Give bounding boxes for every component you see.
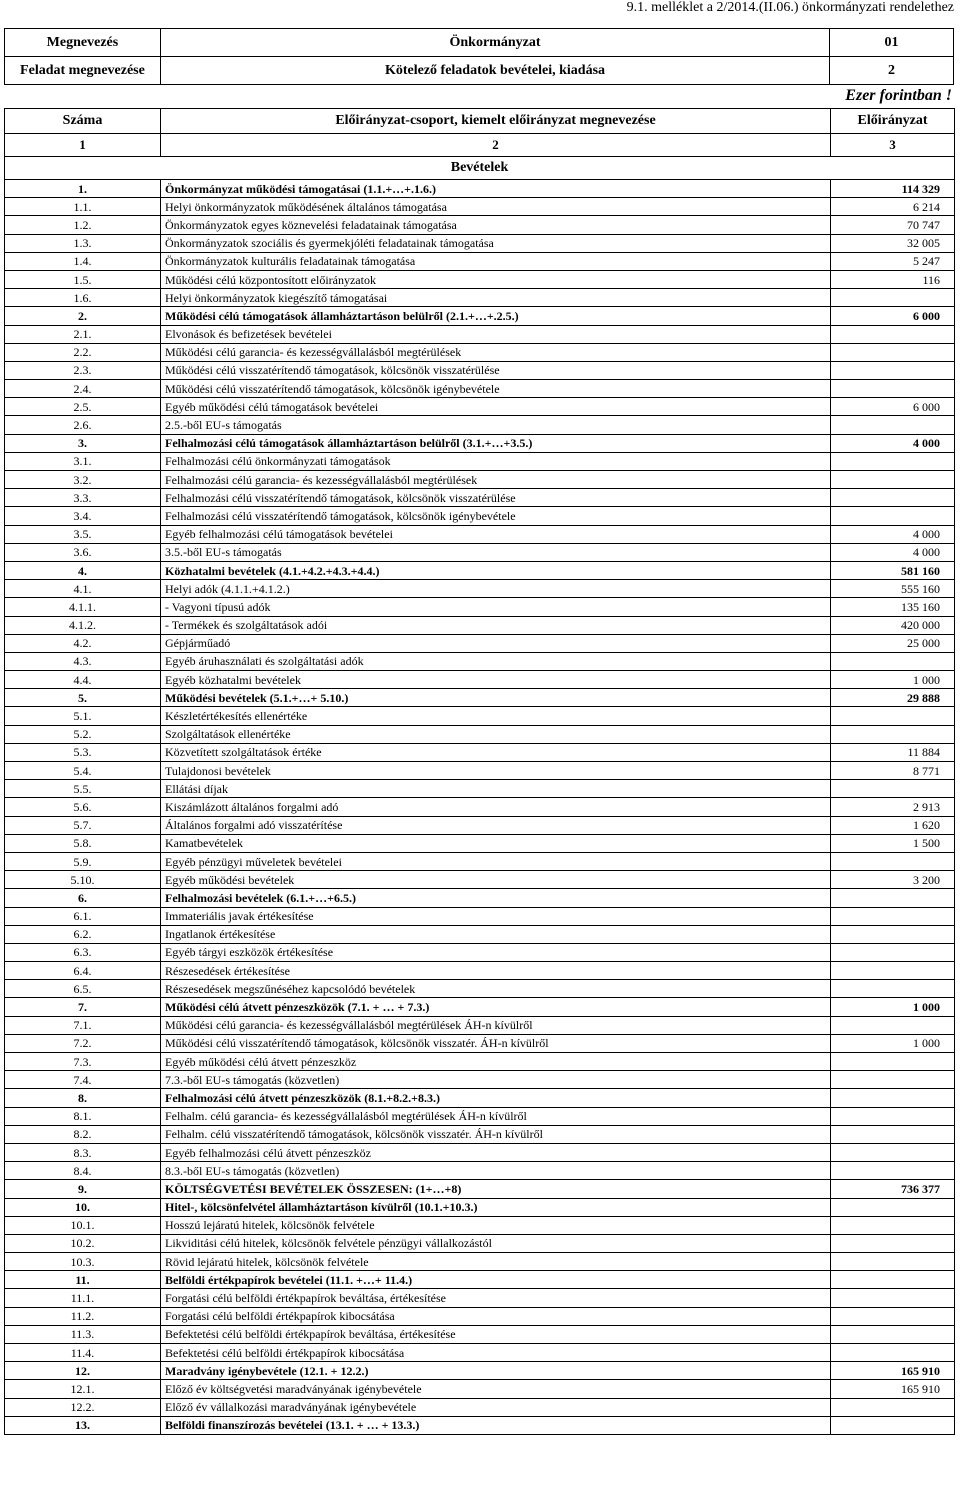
row-number: 9. <box>5 1180 161 1198</box>
row-name: Működési célú visszatérítendő támogatások, kölcsönök visszatérülése <box>161 361 831 379</box>
row-amount <box>831 1289 955 1307</box>
table-row <box>5 616 955 634</box>
row-amount <box>831 652 955 670</box>
row-amount: 6 000 <box>831 398 955 416</box>
row-amount <box>831 1325 955 1343</box>
row-number: 3.4. <box>5 507 161 525</box>
row-name: Felhalmozási célú átvett pénzeszközök (8.1.+8.2.+8.3.) <box>161 1089 831 1107</box>
row-name: Működési célú támogatások államháztartáson belülről (2.1.+…+.2.5.) <box>161 307 831 325</box>
header-row-task <box>5 57 954 85</box>
row-amount <box>831 343 955 361</box>
row-name: Kiszámlázott általános forgalmi adó <box>161 798 831 816</box>
row-amount: 1 000 <box>831 671 955 689</box>
row-name: Egyéb áruhasználati és szolgáltatási adók <box>161 652 831 670</box>
row-amount: 8 771 <box>831 762 955 780</box>
budget-table-body <box>5 109 955 1435</box>
table-row <box>5 598 955 616</box>
row-amount <box>831 725 955 743</box>
row-amount <box>831 452 955 470</box>
row-number: 1.6. <box>5 289 161 307</box>
row-amount <box>831 1071 955 1089</box>
row-name: Befektetési célú belföldi értékpapírok kibocsátása <box>161 1344 831 1362</box>
row-amount: 1 000 <box>831 998 955 1016</box>
row-amount <box>831 1271 955 1289</box>
table-row <box>5 434 955 452</box>
row-name: Működési célú garancia- és kezességvállalásból megtérülések ÁH-n kívülről <box>161 1016 831 1034</box>
row-amount <box>831 889 955 907</box>
row-number: 10.1. <box>5 1216 161 1234</box>
row-number: 10.3. <box>5 1253 161 1271</box>
row-amount: 32 005 <box>831 234 955 252</box>
row-amount: 3 200 <box>831 871 955 889</box>
row-number: 7.1. <box>5 1016 161 1034</box>
row-amount: 420 000 <box>831 616 955 634</box>
row-number: 11.3. <box>5 1325 161 1343</box>
row-amount: 6 000 <box>831 307 955 325</box>
column-index-1: 1 <box>5 134 161 157</box>
row-amount <box>831 1143 955 1161</box>
row-amount: 4 000 <box>831 525 955 543</box>
row-number: 5.7. <box>5 816 161 834</box>
row-amount <box>831 962 955 980</box>
row-amount <box>831 380 955 398</box>
row-name: - Vagyoni típusú adók <box>161 598 831 616</box>
row-number: 2.5. <box>5 398 161 416</box>
table-row <box>5 198 955 216</box>
row-number: 3.5. <box>5 525 161 543</box>
row-name: Egyéb működési bevételek <box>161 871 831 889</box>
row-number: 3. <box>5 434 161 452</box>
table-row <box>5 525 955 543</box>
table-row <box>5 998 955 1016</box>
row-name: Belföldi finanszírozás bevételei (13.1. + … + 13.3.) <box>161 1416 831 1434</box>
column-header-name: Előirányzat-csoport, kiemelt előirányzat megnevezése <box>161 109 831 134</box>
table-row <box>5 289 955 307</box>
table-row <box>5 252 955 270</box>
row-amount: 1 500 <box>831 834 955 852</box>
row-number: 12.1. <box>5 1380 161 1398</box>
table-row <box>5 471 955 489</box>
table-row <box>5 743 955 761</box>
table-row <box>5 798 955 816</box>
table-row <box>5 398 955 416</box>
row-name: Működési bevételek (5.1.+…+ 5.10.) <box>161 689 831 707</box>
row-name: Helyi adók (4.1.1.+4.1.2.) <box>161 580 831 598</box>
row-number: 11.4. <box>5 1344 161 1362</box>
table-row <box>5 816 955 834</box>
table-row <box>5 852 955 870</box>
row-number: 4. <box>5 561 161 579</box>
row-number: 4.1. <box>5 580 161 598</box>
row-amount <box>831 1398 955 1416</box>
table-row <box>5 1325 955 1343</box>
row-name: Előző év költségvetési maradványának igénybevétele <box>161 1380 831 1398</box>
row-number: 4.4. <box>5 671 161 689</box>
table-row <box>5 1253 955 1271</box>
row-name: Hosszú lejáratú hitelek, kölcsönök felvétele <box>161 1216 831 1234</box>
row-name: Hitel-, kölcsönfelvétel államháztartáson kívülről (10.1.+10.3.) <box>161 1198 831 1216</box>
row-number: 1.1. <box>5 198 161 216</box>
row-name: Önkormányzatok szociális és gyermekjóléti feladatainak támogatása <box>161 234 831 252</box>
row-number: 8.3. <box>5 1143 161 1161</box>
row-name: Tulajdonosi bevételek <box>161 762 831 780</box>
row-name: Helyi önkormányzatok kiegészítő támogatásai <box>161 289 831 307</box>
row-number: 2.3. <box>5 361 161 379</box>
row-amount <box>831 361 955 379</box>
row-number: 6.5. <box>5 980 161 998</box>
row-name: Felhalmozási célú garancia- és kezességvállalásból megtérülések <box>161 471 831 489</box>
row-name: Közhatalmi bevételek (4.1.+4.2.+4.3.+4.4.) <box>161 561 831 579</box>
section-title: Bevételek <box>5 157 955 180</box>
row-number: 2.2. <box>5 343 161 361</box>
row-amount <box>831 416 955 434</box>
row-amount <box>831 1416 955 1434</box>
row-number: 6. <box>5 889 161 907</box>
row-amount: 116 <box>831 270 955 288</box>
row-name: Egyéb működési célú támogatások bevételei <box>161 398 831 416</box>
column-index-3: 3 <box>831 134 955 157</box>
header-task-code: 2 <box>830 57 954 85</box>
row-number: 2.4. <box>5 380 161 398</box>
column-header-amount: Előirányzat <box>831 109 955 134</box>
row-number: 5.2. <box>5 725 161 743</box>
row-number: 4.2. <box>5 634 161 652</box>
row-amount <box>831 507 955 525</box>
table-row <box>5 343 955 361</box>
row-number: 11.1. <box>5 1289 161 1307</box>
row-number: 11.2. <box>5 1307 161 1325</box>
row-name: Elvonások és befizetések bevételei <box>161 325 831 343</box>
row-name: Részesedések megszűnéséhez kapcsolódó bevételek <box>161 980 831 998</box>
row-name: 8.3.-ből EU-s támogatás (közvetlen) <box>161 1162 831 1180</box>
row-name: Felhalmozási célú visszatérítendő támogatások, kölcsönök igénybevétele <box>161 507 831 525</box>
table-row <box>5 307 955 325</box>
row-number: 4.1.2. <box>5 616 161 634</box>
row-name: Szolgáltatások ellenértéke <box>161 725 831 743</box>
table-row <box>5 325 955 343</box>
column-index-2: 2 <box>161 134 831 157</box>
row-amount <box>831 471 955 489</box>
table-row <box>5 943 955 961</box>
row-name: Egyéb felhalmozási célú támogatások bevételei <box>161 525 831 543</box>
table-row <box>5 725 955 743</box>
row-amount <box>831 1344 955 1362</box>
header-entity-code: 01 <box>830 29 954 57</box>
table-row <box>5 1289 955 1307</box>
row-amount <box>831 1053 955 1071</box>
table-row <box>5 270 955 288</box>
row-amount <box>831 925 955 943</box>
row-name: Működési célú garancia- és kezességvállalásból megtérülések <box>161 343 831 361</box>
table-row <box>5 1398 955 1416</box>
table-row <box>5 361 955 379</box>
row-number: 10. <box>5 1198 161 1216</box>
row-name: - Termékek és szolgáltatások adói <box>161 616 831 634</box>
table-row <box>5 1089 955 1107</box>
table-row <box>5 489 955 507</box>
table-row <box>5 1034 955 1052</box>
row-name: Felhalm. célú visszatérítendő támogatások, kölcsönök visszatér. ÁH-n kívülről <box>161 1125 831 1143</box>
row-number: 5. <box>5 689 161 707</box>
row-number: 4.1.1. <box>5 598 161 616</box>
table-row <box>5 834 955 852</box>
row-number: 3.3. <box>5 489 161 507</box>
row-name: Befektetési célú belföldi értékpapírok beváltása, értékesítése <box>161 1325 831 1343</box>
row-number: 3.1. <box>5 452 161 470</box>
row-amount: 4 000 <box>831 543 955 561</box>
table-row <box>5 1344 955 1362</box>
table-row <box>5 1216 955 1234</box>
row-number: 12.2. <box>5 1398 161 1416</box>
table-row <box>5 1307 955 1325</box>
row-amount <box>831 852 955 870</box>
row-amount: 2 913 <box>831 798 955 816</box>
row-name: 3.5.-ből EU-s támogatás <box>161 543 831 561</box>
row-number: 3.2. <box>5 471 161 489</box>
row-name: Felhalmozási bevételek (6.1.+…+6.5.) <box>161 889 831 907</box>
row-number: 7.3. <box>5 1053 161 1071</box>
row-amount: 165 910 <box>831 1380 955 1398</box>
row-amount <box>831 1307 955 1325</box>
row-amount <box>831 325 955 343</box>
row-name: Egyéb működési célú átvett pénzeszköz <box>161 1053 831 1071</box>
row-name: Önkormányzatok egyes köznevelési feladatainak támogatása <box>161 216 831 234</box>
table-row <box>5 1362 955 1380</box>
row-name: Előző év vállalkozási maradványának igénybevétele <box>161 1398 831 1416</box>
row-name: Egyéb közhatalmi bevételek <box>161 671 831 689</box>
row-name: Egyéb tárgyi eszközök értékesítése <box>161 943 831 961</box>
row-amount: 11 884 <box>831 743 955 761</box>
row-amount <box>831 1016 955 1034</box>
row-number: 6.4. <box>5 962 161 980</box>
row-amount <box>831 1234 955 1252</box>
row-number: 8.2. <box>5 1125 161 1143</box>
row-amount <box>831 780 955 798</box>
row-name: Immateriális javak értékesítése <box>161 907 831 925</box>
table-row <box>5 980 955 998</box>
row-amount <box>831 1107 955 1125</box>
row-amount: 135 160 <box>831 598 955 616</box>
row-name: Helyi önkormányzatok működésének általános támogatása <box>161 198 831 216</box>
row-number: 8.4. <box>5 1162 161 1180</box>
row-number: 1. <box>5 180 161 198</box>
row-amount <box>831 707 955 725</box>
row-amount: 1 620 <box>831 816 955 834</box>
table-row <box>5 1143 955 1161</box>
table-row <box>5 1271 955 1289</box>
row-amount: 6 214 <box>831 198 955 216</box>
table-row <box>5 1198 955 1216</box>
row-amount <box>831 980 955 998</box>
header-entity-name: Önkormányzat <box>160 29 829 57</box>
row-number: 1.5. <box>5 270 161 288</box>
row-name: Önkormányzatok kulturális feladatainak támogatása <box>161 252 831 270</box>
row-name: KÖLTSÉGVETÉSI BEVÉTELEK ÖSSZESEN: (1+…+8) <box>161 1180 831 1198</box>
table-row <box>5 380 955 398</box>
row-amount: 555 160 <box>831 580 955 598</box>
row-name: Működési célú visszatérítendő támogatások, kölcsönök visszatér. ÁH-n kívülről <box>161 1034 831 1052</box>
row-number: 7. <box>5 998 161 1016</box>
row-amount: 70 747 <box>831 216 955 234</box>
table-row <box>5 1053 955 1071</box>
row-number: 4.3. <box>5 652 161 670</box>
row-amount: 4 000 <box>831 434 955 452</box>
row-amount <box>831 1253 955 1271</box>
row-name: Működési célú központosított előirányzatok <box>161 270 831 288</box>
row-name: Általános forgalmi adó visszatérítése <box>161 816 831 834</box>
table-row <box>5 925 955 943</box>
row-number: 2.6. <box>5 416 161 434</box>
table-row <box>5 1071 955 1089</box>
column-header-number: Száma <box>5 109 161 134</box>
table-row <box>5 561 955 579</box>
row-number: 6.1. <box>5 907 161 925</box>
row-amount <box>831 1089 955 1107</box>
row-number: 5.4. <box>5 762 161 780</box>
row-amount: 25 000 <box>831 634 955 652</box>
row-amount <box>831 1125 955 1143</box>
table-row <box>5 1016 955 1034</box>
row-number: 5.3. <box>5 743 161 761</box>
table-row <box>5 1380 955 1398</box>
row-amount <box>831 1162 955 1180</box>
row-name: Készletértékesítés ellenértéke <box>161 707 831 725</box>
table-row <box>5 216 955 234</box>
row-number: 2.1. <box>5 325 161 343</box>
header-label-name: Megnevezés <box>5 29 161 57</box>
row-amount: 736 377 <box>831 1180 955 1198</box>
row-number: 2. <box>5 307 161 325</box>
row-name: Felhalmozási célú támogatások államháztartáson belülről (3.1.+…+3.5.) <box>161 434 831 452</box>
table-row <box>5 907 955 925</box>
row-number: 7.2. <box>5 1034 161 1052</box>
row-number: 5.5. <box>5 780 161 798</box>
row-amount <box>831 907 955 925</box>
row-amount: 114 329 <box>831 180 955 198</box>
table-row <box>5 1234 955 1252</box>
row-name: Működési célú visszatérítendő támogatások, kölcsönök igénybevétele <box>161 380 831 398</box>
column-index-row <box>5 134 955 157</box>
row-name: Likviditási célú hitelek, kölcsönök felvétele pénzügyi vállalkozástól <box>161 1234 831 1252</box>
table-row <box>5 1180 955 1198</box>
row-number: 13. <box>5 1416 161 1434</box>
header-table <box>4 28 954 85</box>
table-row <box>5 1107 955 1125</box>
table-row <box>5 1416 955 1434</box>
row-number: 5.9. <box>5 852 161 870</box>
row-amount <box>831 489 955 507</box>
row-name: Belföldi értékpapírok bevételei (11.1. +…+ 11.4.) <box>161 1271 831 1289</box>
row-name: Kamatbevételek <box>161 834 831 852</box>
header-task-name: Kötelező feladatok bevételei, kiadása <box>160 57 829 85</box>
table-row <box>5 580 955 598</box>
row-name: Felhalmozási célú önkormányzati támogatások <box>161 452 831 470</box>
row-number: 6.3. <box>5 943 161 961</box>
column-header-row <box>5 109 955 134</box>
row-name: Rövid lejáratú hitelek, kölcsönök felvétele <box>161 1253 831 1271</box>
row-number: 6.2. <box>5 925 161 943</box>
table-row <box>5 871 955 889</box>
row-amount <box>831 1198 955 1216</box>
table-row <box>5 889 955 907</box>
table-row <box>5 1125 955 1143</box>
row-name: Közvetített szolgáltatások értéke <box>161 743 831 761</box>
row-amount <box>831 1216 955 1234</box>
row-amount: 1 000 <box>831 1034 955 1052</box>
table-row <box>5 634 955 652</box>
table-row <box>5 780 955 798</box>
row-number: 11. <box>5 1271 161 1289</box>
header-label-task: Feladat megnevezése <box>5 57 161 85</box>
table-row <box>5 1162 955 1180</box>
row-amount: 29 888 <box>831 689 955 707</box>
row-amount <box>831 943 955 961</box>
row-name: Működési célú átvett pénzeszközök (7.1. + … + 7.3.) <box>161 998 831 1016</box>
row-name: Gépjárműadó <box>161 634 831 652</box>
row-name: Egyéb felhalmozási célú átvett pénzeszköz <box>161 1143 831 1161</box>
table-row <box>5 543 955 561</box>
table-row <box>5 762 955 780</box>
row-name: Ingatlanok értékesítése <box>161 925 831 943</box>
row-number: 5.8. <box>5 834 161 852</box>
row-name: Maradvány igénybevétele (12.1. + 12.2.) <box>161 1362 831 1380</box>
section-header-row <box>5 157 955 180</box>
row-name: Ellátási díjak <box>161 780 831 798</box>
row-amount <box>831 289 955 307</box>
table-row <box>5 962 955 980</box>
table-row <box>5 689 955 707</box>
table-row <box>5 416 955 434</box>
row-number: 7.4. <box>5 1071 161 1089</box>
row-number: 1.4. <box>5 252 161 270</box>
annex-note: 9.1. melléklet a 2/2014.(II.06.) önkormányzati rendelethez <box>626 0 954 15</box>
row-number: 1.3. <box>5 234 161 252</box>
table-row <box>5 671 955 689</box>
row-name: Felhalm. célú garancia- és kezességvállalásból megtérülések ÁH-n kívülről <box>161 1107 831 1125</box>
row-name: Részesedések értékesítése <box>161 962 831 980</box>
table-row <box>5 707 955 725</box>
row-name: 7.3.-ből EU-s támogatás (közvetlen) <box>161 1071 831 1089</box>
row-name: Felhalmozási célú visszatérítendő támogatások, kölcsönök visszatérülése <box>161 489 831 507</box>
row-name: Egyéb pénzügyi műveletek bevételei <box>161 852 831 870</box>
row-number: 10.2. <box>5 1234 161 1252</box>
row-number: 8.1. <box>5 1107 161 1125</box>
table-row <box>5 180 955 198</box>
header-row-entity <box>5 29 954 57</box>
table-row <box>5 652 955 670</box>
row-name: Forgatási célú belföldi értékpapírok kibocsátása <box>161 1307 831 1325</box>
row-name: Forgatási célú belföldi értékpapírok beváltása, értékesítése <box>161 1289 831 1307</box>
table-row <box>5 507 955 525</box>
row-number: 8. <box>5 1089 161 1107</box>
row-amount: 581 160 <box>831 561 955 579</box>
table-row <box>5 452 955 470</box>
row-number: 5.1. <box>5 707 161 725</box>
row-number: 5.6. <box>5 798 161 816</box>
budget-table <box>4 108 955 1435</box>
row-amount: 5 247 <box>831 252 955 270</box>
row-name: 2.5.-ből EU-s támogatás <box>161 416 831 434</box>
table-row <box>5 234 955 252</box>
row-name: Önkormányzat működési támogatásai (1.1.+…+.1.6.) <box>161 180 831 198</box>
currency-unit-note: Ezer forintban ! <box>845 87 952 104</box>
row-number: 3.6. <box>5 543 161 561</box>
row-number: 12. <box>5 1362 161 1380</box>
row-number: 1.2. <box>5 216 161 234</box>
row-number: 5.10. <box>5 871 161 889</box>
row-amount: 165 910 <box>831 1362 955 1380</box>
